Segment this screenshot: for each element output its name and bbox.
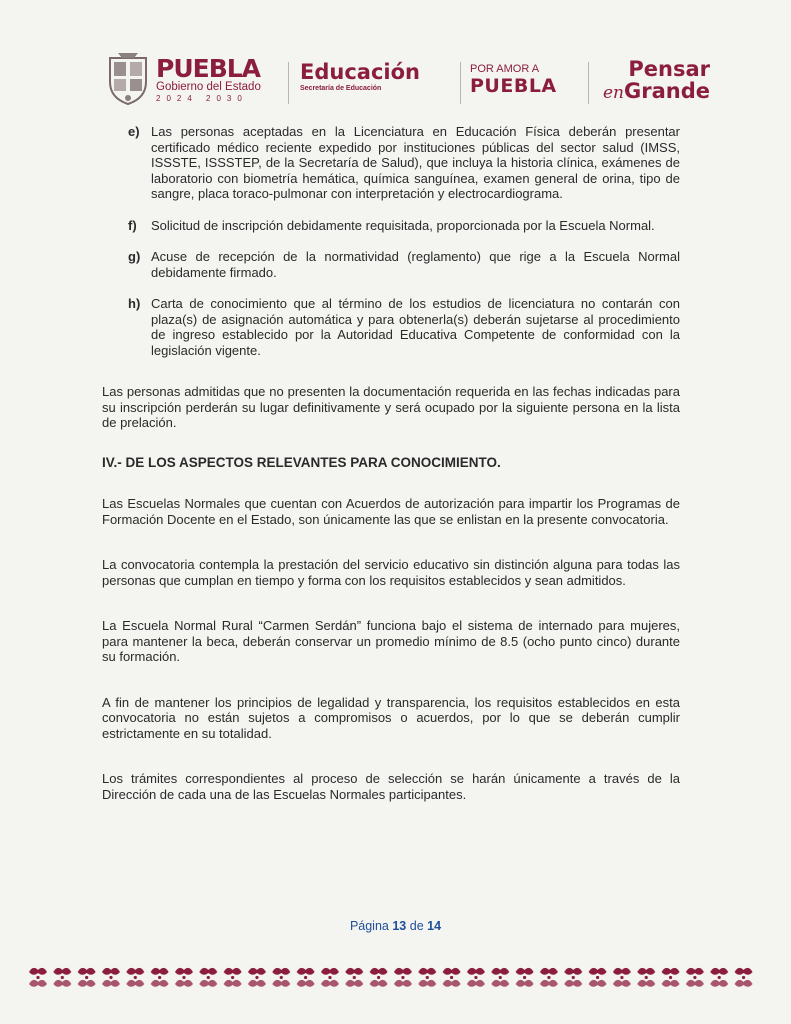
logo-divider xyxy=(588,62,589,104)
requirement-item-e xyxy=(102,124,680,202)
item-text: Solicitud de inscripción debidamente requisitada, proporcionada por la Escuela Normal. xyxy=(151,217,655,233)
puebla-logo-subtitle: Gobierno del Estado xyxy=(156,81,261,93)
pensar-en-grande-logo xyxy=(598,58,718,104)
paragraph-tramites: Los trámites correspondientes al proceso de selección se harán únicamente a través de la Dirección de cada una de las Escuelas Normales participantes. xyxy=(102,771,680,802)
amor-logo-top: POR AMOR A xyxy=(470,63,540,75)
item-text: Carta de conocimiento que al término de los estudios de licenciatura no contarán con plaza(s) de asignación automática y para obtenerla(s) deberán sujetarse al procedimiento de ingreso establecido por la Autoridad Educativa Competente de conformidad con la legislación vigente. xyxy=(151,296,680,358)
state-coat-of-arms-icon xyxy=(104,52,152,106)
requirement-item-h xyxy=(102,296,680,358)
paragraph-carmen-serdan: La Escuela Normal Rural “Carmen Serdán” funciona bajo el sistema de internado para mujeres, para mantener la beca, deberán conservar un promedio mínimo de 8.5 (ocho punto cinco) durante su formación. xyxy=(102,618,680,664)
logo-divider xyxy=(288,62,289,104)
paragraph-admitted-persons: Las personas admitidas que no presenten la documentación requerida en las fechas indicadas para su inscripción perderán su lugar definitivamente y será ocupado por la siguiente persona en la lista de prelación. xyxy=(102,384,680,430)
logo-divider xyxy=(460,62,461,104)
education-logo-subtitle: Secretaría de Educación xyxy=(300,85,382,92)
paragraph-convocatoria: La convocatoria contempla la prestación del servicio educativo sin distinción alguna para todas las personas que cumplan en tiempo y forma con los requisitos establecidos y sean admitidos. xyxy=(102,557,680,588)
item-text: Acuse de recepción de la normatividad (reglamento) que rige a la Escuela Normal debidamente firmado. xyxy=(151,249,680,280)
page-number xyxy=(0,919,791,933)
por-amor-a-puebla-logo xyxy=(470,62,580,96)
item-label: h) xyxy=(128,296,141,311)
requirement-item-g xyxy=(102,249,680,280)
decorative-border-pattern-icon xyxy=(26,962,756,992)
total-pages: 14 xyxy=(427,919,442,933)
requirement-item-f xyxy=(102,218,680,234)
puebla-logo-name: PUEBLA xyxy=(156,54,261,83)
item-label: g) xyxy=(128,249,141,264)
section-heading: IV.- DE LOS ASPECTOS RELEVANTES PARA CONOCIMIENTO. xyxy=(102,454,501,470)
paragraph-legalidad: A fin de mantener los principios de legalidad y transparencia, los requisitos establecidos en esta convocatoria no están sujetos a compromisos o acuerdos, por lo que se deberán cumplir estrictamente en su totalidad. xyxy=(102,694,680,741)
of-word: de xyxy=(409,919,424,933)
document-body xyxy=(102,124,680,826)
education-logo-title: Educación xyxy=(300,60,420,84)
item-label: e) xyxy=(128,124,140,139)
pensar-logo-bottom-line xyxy=(598,80,710,104)
letterhead xyxy=(104,50,714,112)
current-page: 13 xyxy=(392,919,407,933)
pensar-logo-top: Pensar xyxy=(628,57,710,81)
page-word: Página xyxy=(349,919,389,933)
pensar-logo-bottom: Grande xyxy=(624,79,710,103)
item-text: Las personas aceptadas en la Licenciatura en Educación Física deberán presentar certificado médico reciente expedido por instituciones públicas del sector salud (IMSS, ISSSTE, ISSSTEP, de la Secretaría de Salud), que incluya la historia clínica, exámenes de laboratorio con biometría hemática, química sanguínea, examen general de orina, tipo de sangre, placa toraco-pulmonar con interpretación y electrocardiograma. xyxy=(151,124,680,201)
pensar-logo-en: en xyxy=(602,83,624,103)
amor-logo-bottom: PUEBLA xyxy=(470,75,557,97)
item-label: f) xyxy=(128,217,137,233)
education-secretariat-logo xyxy=(300,60,450,93)
puebla-logo-years: 2024 2030 xyxy=(156,94,248,103)
paragraph-escuelas-normales: Las Escuelas Normales que cuentan con Acuerdos de autorización para impartir los Programas de Formación Docente en el Estado, son únicamente las que se enlistan en la presente convocatoria. xyxy=(102,496,680,527)
